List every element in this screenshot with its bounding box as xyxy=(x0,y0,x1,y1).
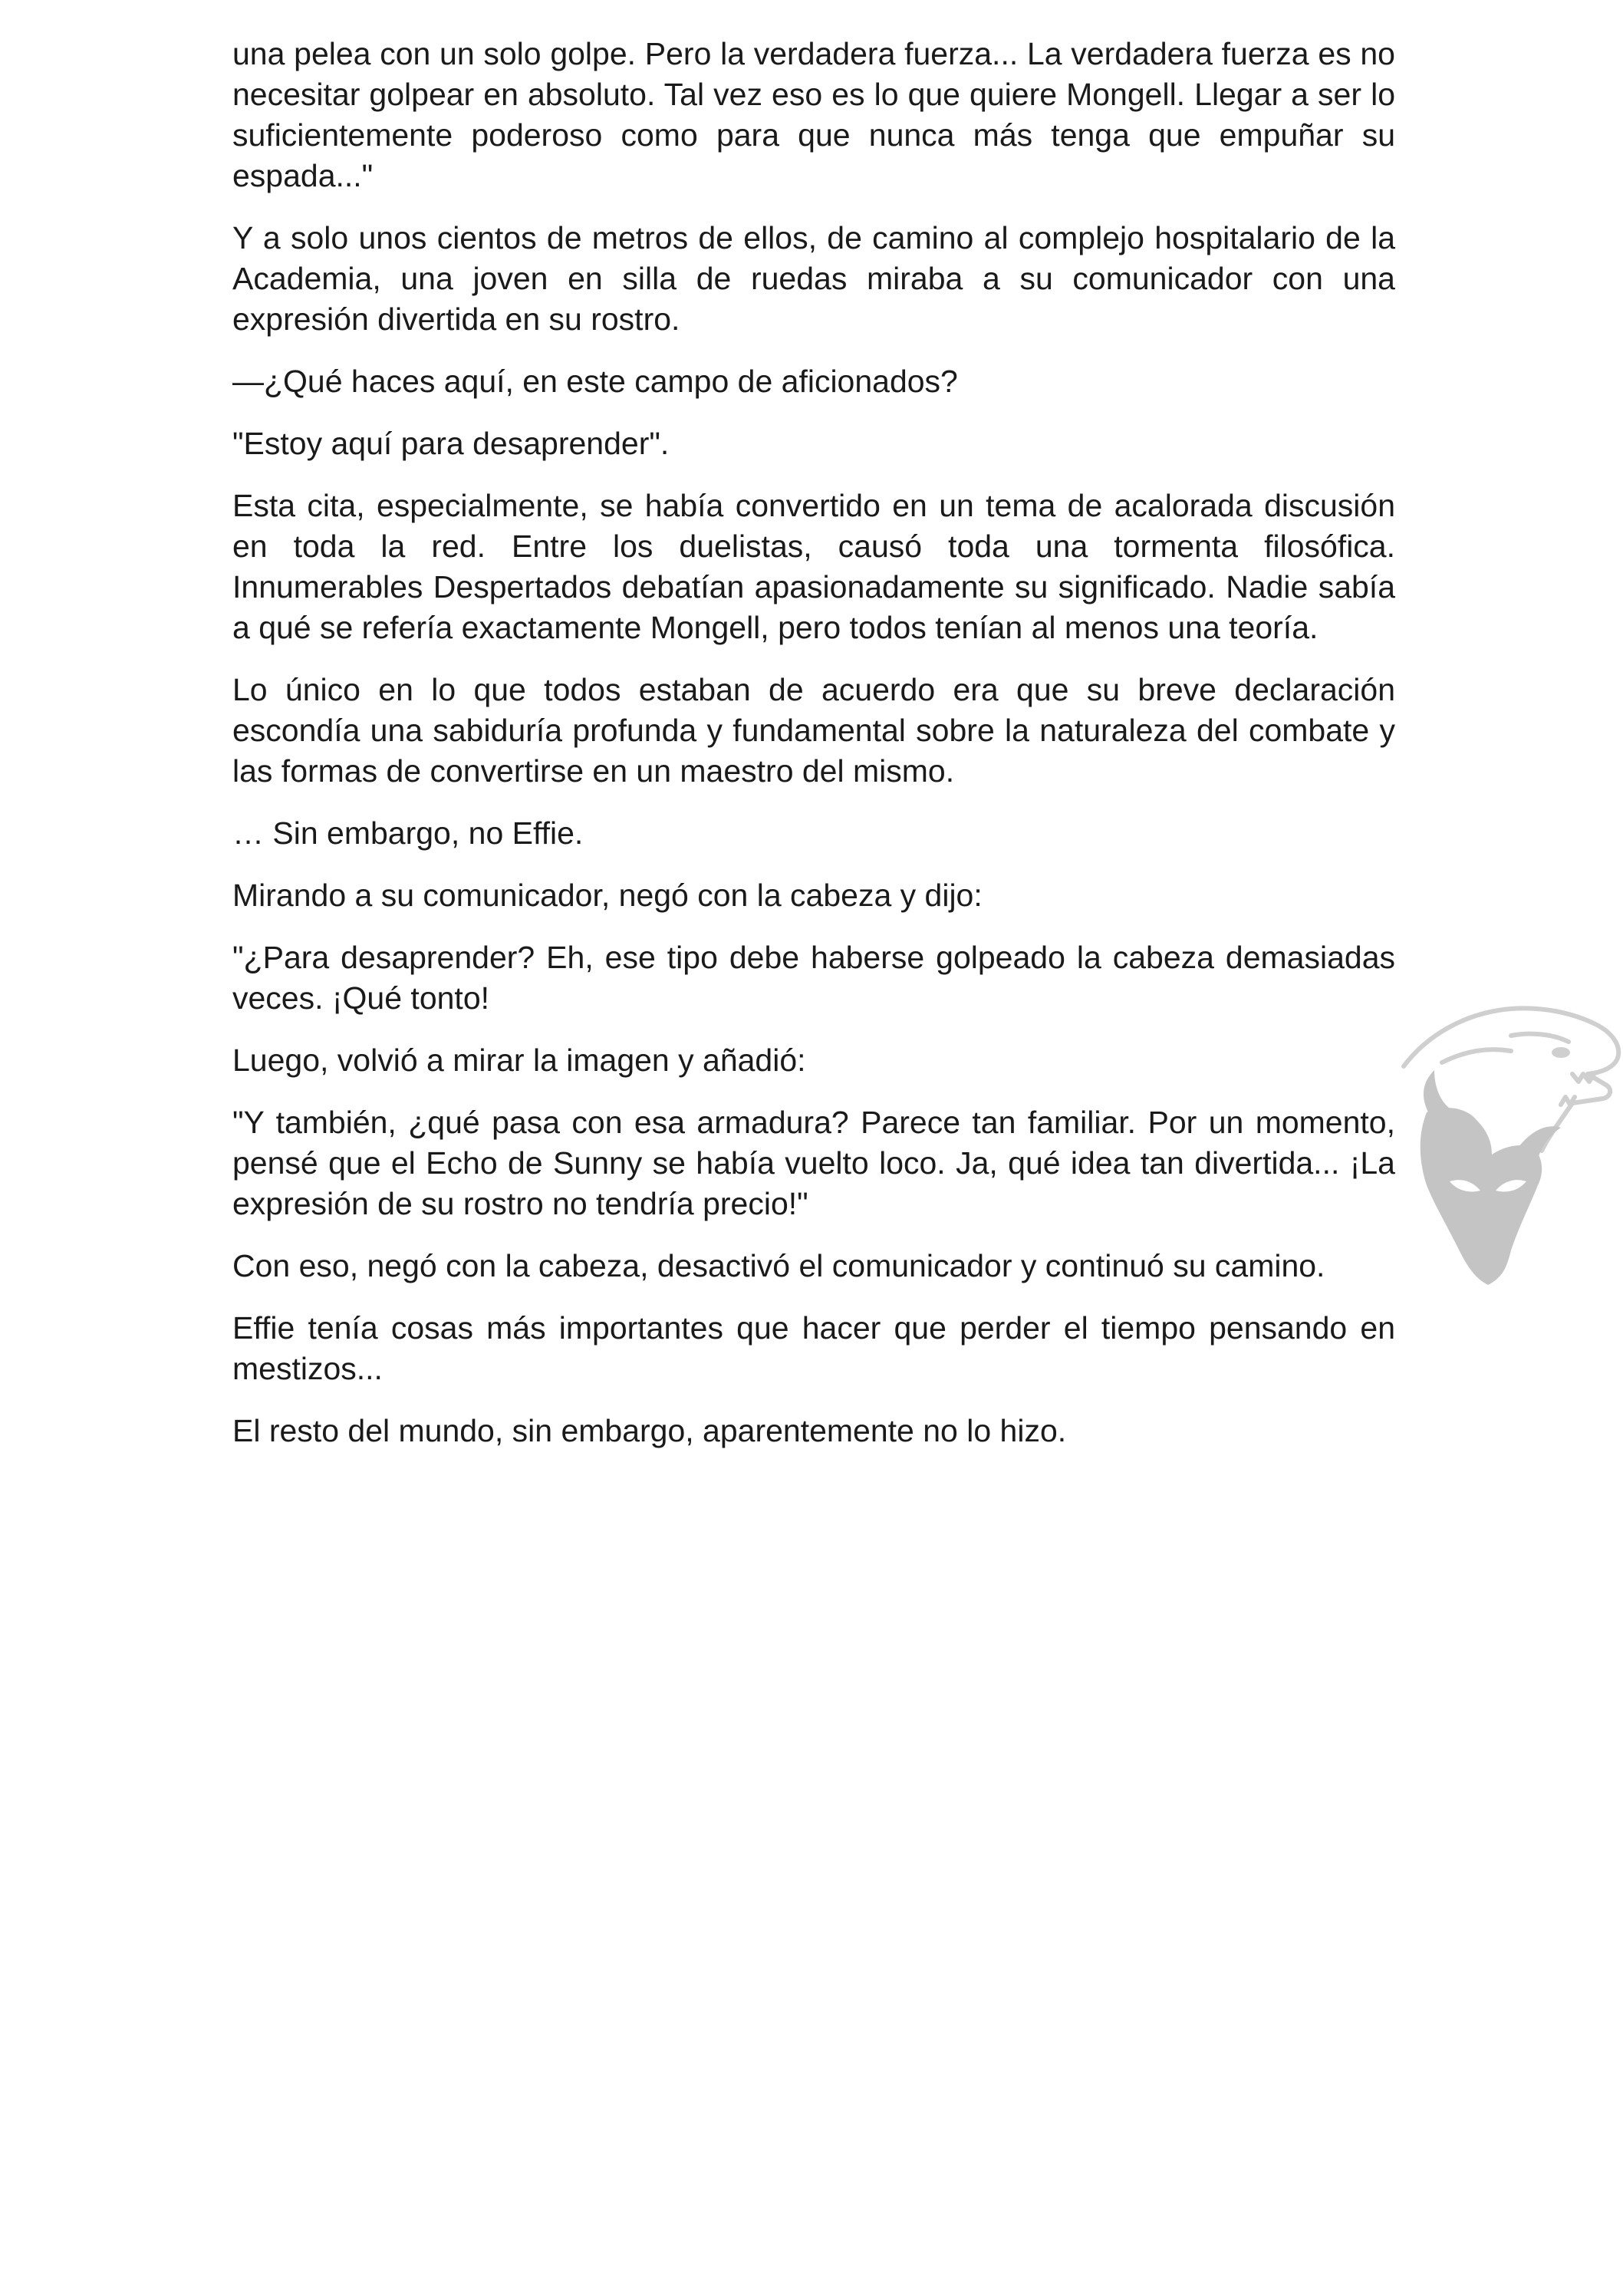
paragraph: "Y también, ¿qué pasa con esa armadura? Parece tan familiar. Por un momento, pensé que el Echo de Sunny se había vuelto loco. Ja, qué idea tan divertida... ¡La expresión de su rostro no tendría precio!" xyxy=(232,1105,1395,1221)
dinosaur-demon-watermark-icon xyxy=(1396,990,1623,1296)
paragraph: Lo único en lo que todos estaban de acuerdo era que su breve declaración escondía una sabiduría profunda y fundamental sobre la naturaleza del combate y las formas de convertirse en un maestro del mismo. xyxy=(232,672,1395,789)
paragraph: … Sin embargo, no Effie. xyxy=(232,815,584,851)
paragraph: "¿Para desaprender? Eh, ese tipo debe haberse golpeado la cabeza demasiadas veces. ¡Qué tonto! xyxy=(232,940,1395,1016)
paragraph: —¿Qué haces aquí, en este campo de aficionados? xyxy=(232,364,958,399)
paragraph: Y a solo unos cientos de metros de ellos, de camino al complejo hospitalario de la Academia, una joven en silla de ruedas miraba a su comunicador con una expresión divertida en su rostro. xyxy=(232,220,1395,337)
paragraph: "Estoy aquí para desaprender". xyxy=(232,426,670,461)
paragraph: El resto del mundo, sin embargo, aparentemente no lo hizo. xyxy=(232,1413,1067,1448)
paragraph: Con eso, negó con la cabeza, desactivó el comunicador y continuó su camino. xyxy=(232,1248,1325,1283)
paragraph: Effie tenía cosas más importantes que hacer que perder el tiempo pensando en mestizos... xyxy=(232,1310,1395,1386)
paragraph: una pelea con un solo golpe. Pero la verdadera fuerza... La verdadera fuerza es no necesitar golpear en absoluto. Tal vez eso es lo que quiere Mongell. Llegar a ser lo suficientemente poderoso como para que nunca más tenga que empuñar su espada..." xyxy=(232,36,1395,193)
paragraph: Luego, volvió a mirar la imagen y añadió: xyxy=(232,1043,806,1078)
page-body xyxy=(232,34,1395,1473)
paragraph: Esta cita, especialmente, se había convertido en un tema de acalorada discusión en toda la red. Entre los duelistas, causó toda una tormenta filosófica. Innumerables Despertados debatían apasionadamente su significado. Nadie sabía a qué se refería exactamente Mongell, pero todos tenían al menos una teoría. xyxy=(232,488,1395,645)
paragraph: Mirando a su comunicador, negó con la cabeza y dijo: xyxy=(232,878,983,913)
